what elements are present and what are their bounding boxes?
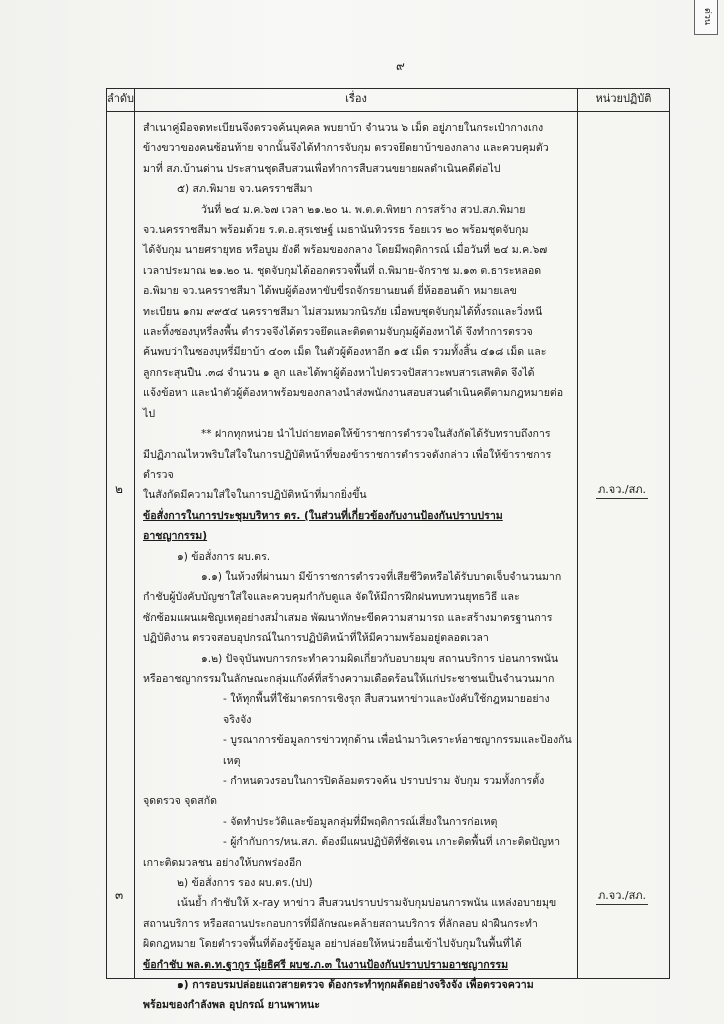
text-line: ๑.๒) ปัจจุบันพบการกระทำความผิดเกี่ยวกับอบายมุข สถานบริการ บ่อนการพนัน [201, 652, 559, 665]
text-line: ได้จับกุม นายศรายุทธ หรือบูม ยังดี พร้อมของกลาง โดยมีพฤติการณ์ เมื่อวันที่ ๒๔ ม.ค.๖๗ [143, 244, 548, 257]
header-subject: เรื่อง [135, 89, 578, 112]
text-line: จุดตรวจ จุดสกัด [143, 795, 218, 808]
section-heading: ๕) สภ.พิมาย จว.นครราชสีมา [177, 183, 313, 196]
text-line: มาที่ สภ.บ้านด่าน ประสานชุดสืบสวนเพื่อทำการสืบสวนขยายผลดำเนินคดีต่อไป [143, 162, 501, 175]
text-line: มีปฏิภาณไหวพริบใส่ใจในการปฏิบัติหน้าที่ของข้าราชการตำรวจดังกล่าว เพื่อให้ข้าราชการตำรวจ [143, 448, 552, 481]
row-number-cell [107, 112, 135, 979]
row-number-3: ๓ [115, 888, 124, 902]
text-line: พร้อมของกำลังพล อุปกรณ์ ยานพาหนะ [143, 999, 320, 1012]
text-line: วันที่ ๒๔ ม.ค.๖๗ เวลา ๒๑.๒๐ น. พ.ต.ต.พิทยา การสร้าง สวป.สภ.พิมาย [201, 203, 526, 216]
text-line: เกาะติดมวลชน อย่างให้บกพร่องอีก [143, 856, 302, 869]
header-unit: หน่วยปฏิบัติ [578, 89, 670, 112]
bullet-line: - ผู้กำกับการ/หน.สภ. ต้องมีแผนปฏิบัติที่ชัดเจน เกาะติดพื้นที่ เกาะติดปัญหา [223, 836, 561, 849]
text-line: หรืออาชญากรรมในลักษณะกลุ่มแก๊งค์ที่สร้างความเดือดร้อนให้แก่ประชาชนเป็นจำนวนมาก [143, 672, 555, 685]
text-line: เวลาประมาณ ๒๑.๒๐ น. ชุดจับกุมได้ออกตรวจพื้นที่ ถ.พิมาย-จักราช ม.๑๓ ต.ธาระหลอด [143, 264, 542, 277]
table-header-row [107, 89, 670, 112]
text-line: แจ้งข้อหา และนำตัวผู้ต้องหาพร้อมของกลางนำส่งพนักงานสอบสวนดำเนินคดีตามกฎหมายต่อไป [143, 387, 564, 420]
text-line: อ.พิมาย จว.นครราชสีมา ได้พบผู้ต้องหาขับขี่รถจักรยานยนต์ ยี่ห้อฮอนด้า หมายเลข [143, 285, 517, 298]
note-line: ** ฝากทุกหน่วย นำไปถ่ายทอดให้ข้าราชการตำรวจในสังกัดได้รับทราบถึงการ [201, 428, 551, 441]
subject-text [143, 118, 575, 1016]
subject-cell [135, 112, 578, 1012]
section-heading: ๒) ข้อสั่งการ รอง ผบ.ตร.(ปป) [177, 877, 313, 890]
unit-row-3: ภ.จว./สภ. [596, 886, 648, 905]
text-line: สำเนาคู่มือจดทะเบียนจึงตรวจค้นบุคคล พบยาบ้า จำนวน ๖ เม็ด อยู่ภายในกระเป๋ากางเกง [143, 122, 544, 134]
text-line: กำชับผู้บังคับบัญชาใส่ใจและควบคุมกำกับดูแล จัดให้มีการฝึกฝนทบทวนยุทธวิธี และ [143, 591, 520, 604]
text-line: เน้นย้ำ กำชับให้ x-ray หาข่าว สืบสวนปราบปรามจับกุมบ่อนการพนัน แหล่งอบายมุข [177, 897, 557, 910]
section-heading: ๑) ข้อสั่งการ ผบ.ตร. [177, 550, 271, 563]
page-number: ๙ [396, 59, 405, 73]
text-line: ผิดกฎหมาย โดยตำรวจพื้นที่ต้องรู้ข้อมูล อย่าปล่อยให้หน่วยอื่นเข้าไปจับกุมในพื้นที่ได้ [143, 938, 522, 951]
text-line: ปฏิบัติงาน ตรวจสอบอุปกรณ์ในการปฏิบัติหน้าที่ให้มีความพร้อมอยู่ตลอดเวลา [143, 632, 489, 645]
table-row [107, 112, 670, 979]
unit-cell [578, 112, 670, 979]
order-table [106, 88, 670, 1012]
bullet-line: - กำหนดวงรอบในการปิดล้อมตรวจค้น ปราบปราม จับกุม รวมทั้งการตั้ง [223, 775, 545, 787]
bullet-line: - จัดทำประวัติและข้อมูลกลุ่มที่มีพฤติการณ์เสี่ยงในการก่อเหตุ [223, 815, 498, 828]
item-2-heading: ข้อสั่งการในการประชุมบริหาร ตร. (ในส่วนที่เกี่ยวข้องกับงานป้องกันปราบปราม [143, 509, 503, 522]
unit-row-2: ภ.จว./สภ. [596, 480, 648, 499]
text-line: ทะเบียน ๑กม ๙๙๕๔ นครราชสีมา ไม่สวมหมวกนิรภัย เมื่อพบชุดจับกุมได้ทิ้งรถและวิ่งหนี [143, 305, 543, 318]
text-line: ข้างขวาของคนซ้อนท้าย จากนั้นจึงได้ทำการจับกุม ตรวจยึดยาบ้าของกลาง และควบคุมตัว [143, 142, 549, 155]
header-no: ลำดับ [107, 89, 135, 112]
bullet-line: - ให้ทุกพื้นที่ใช้มาตรการเชิงรุก สืบสวนหาข่าวและบังคับใช้กฎหมายอย่างจริงจัง [223, 693, 550, 726]
text-line: และทิ้งซองบุหรี่ลงพื้น ตำรวจจึงได้ตรวจยึดและติดตามจับกุมผู้ต้องหาได้ จึงทำการตรวจ [143, 326, 533, 339]
text-line: ซักซ้อมแผนเผชิญเหตุอย่างสม่ำเสมอ พัฒนาทักษะขีดความสามารถ และสร้างมาตรฐานการ [143, 611, 553, 624]
text-line: ๑) การอบรมปล่อยแถวสายตรวจ ต้องกระทำทุกผลัดอย่างจริงจัง เพื่อตรวจความ [177, 979, 534, 992]
text-line: จว.นครราชสีมา พร้อมด้วย ร.ต.อ.สุรเชษฐ์ เมธานันทิวรรธ ร้อยเวร ๒๐ พร้อมชุดจับกุม [143, 224, 529, 237]
text-line: สถานบริการ หรือสถานประกอบการที่มีลักษณะคล้ายสถานบริการ ที่ลักลอบ ฝ่าฝืนกระทำ [143, 917, 538, 930]
corner-tab: ด่วน [694, 0, 718, 35]
text-line: ๑.๑) ในห้วงที่ผ่านมา มีข้าราชการตำรวจที่เสียชีวิตหรือได้รับบาดเจ็บจำนวนมาก [201, 570, 562, 583]
item-3-heading: ข้อกำชับ พล.ต.ท.ฐากูร นุ้ยธิศรี ผบช.ภ.๓ ในงานป้องกันปราบปรามอาชญากรรม [143, 958, 509, 971]
text-line: ลูกกระสุนปืน .๓๘ จำนวน ๑ ลูก และได้พาผู้ต้องหาไปตรวจปัสสาวะพบสารเสพติด จึงได้ [143, 366, 535, 379]
text-line: ค้นพบว่าในซองบุหรี่มียาบ้า ๔๐๓ เม็ด ในตัวผู้ต้องหาอีก ๑๕ เม็ด รวมทั้งสิ้น ๔๑๘ เม็ด และ [143, 346, 547, 359]
text-line: ในสังกัดมีความใส่ใจในการปฏิบัติหน้าที่มากยิ่งขึ้น [143, 489, 367, 502]
bullet-line: - บูรณาการข้อมูลการข่าวทุกด้าน เพื่อนำมาวิเคราะห์อาชญากรรมและป้องกันเหตุ [223, 734, 572, 767]
item-2-heading-cont: อาชญากรรม) [143, 530, 208, 543]
row-number-2: ๒ [115, 482, 123, 496]
